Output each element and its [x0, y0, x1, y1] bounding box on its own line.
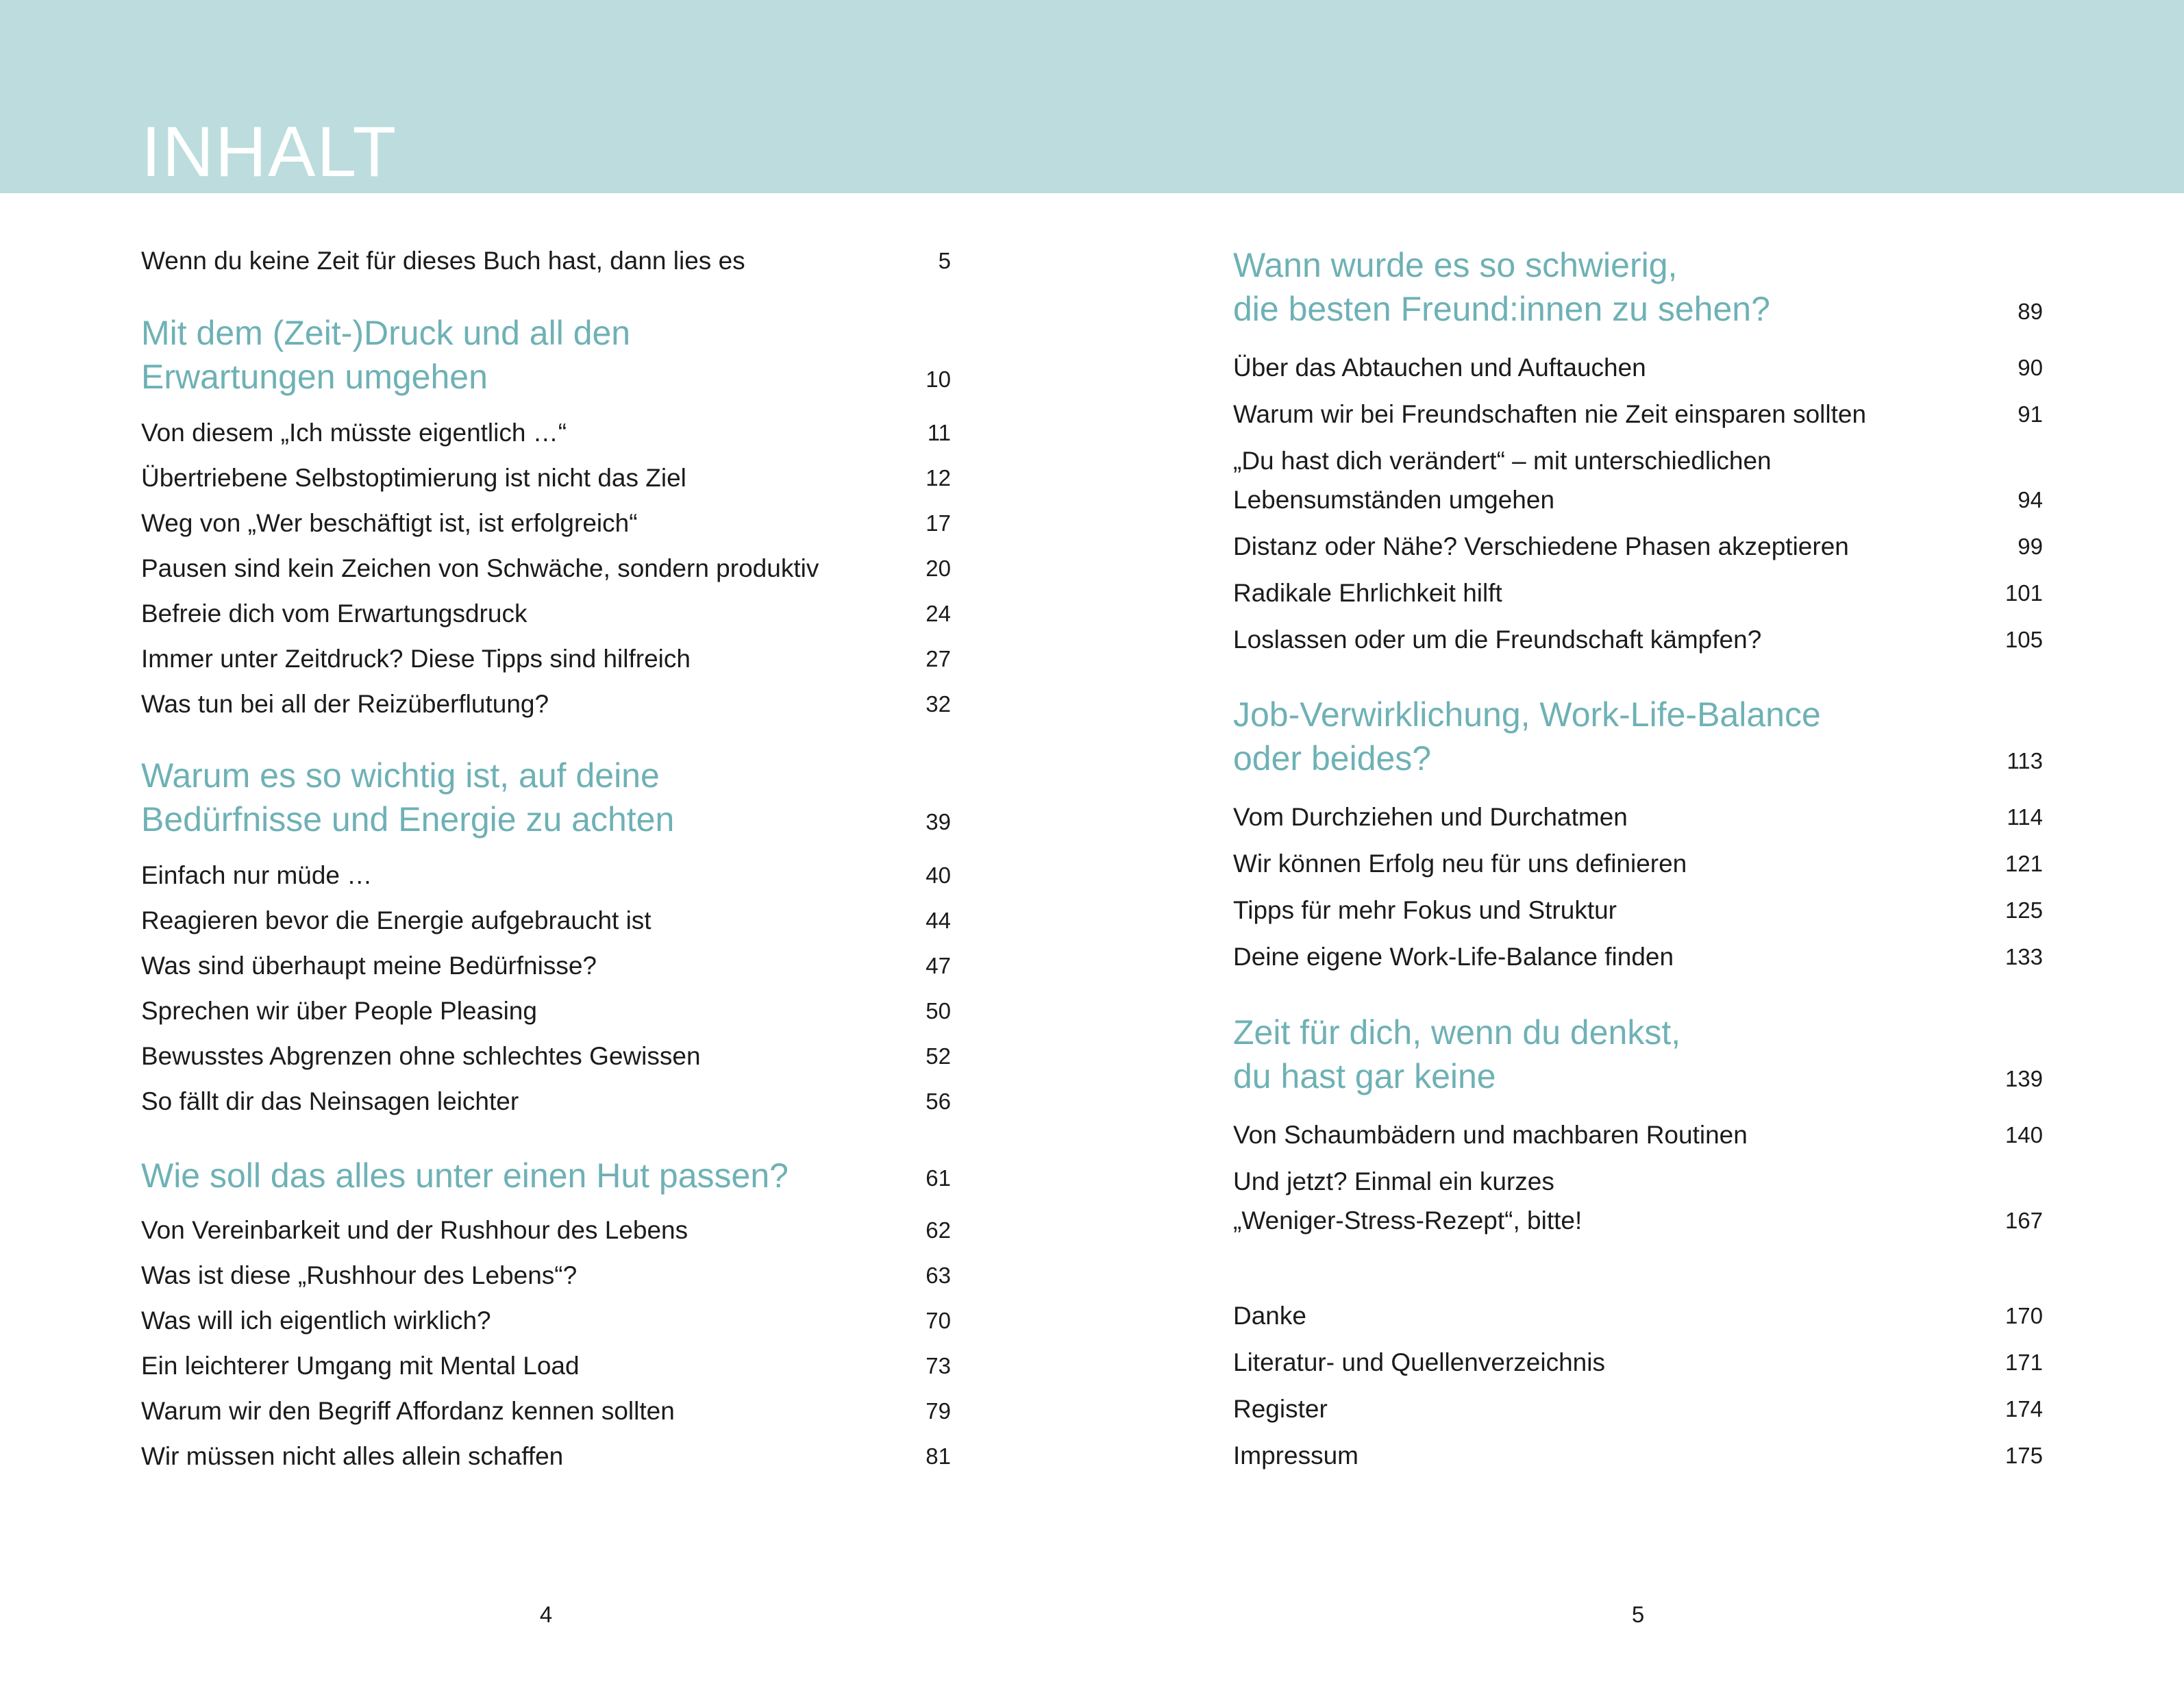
toc-entry-page: 11	[927, 420, 951, 445]
toc-entry-page: 62	[926, 1217, 951, 1243]
toc-section-title-line: Mit dem (Zeit-)Druck und all den	[141, 314, 631, 352]
toc-entry[interactable]	[1233, 891, 2043, 930]
toc-entry[interactable]	[141, 1211, 951, 1250]
toc-entry-title: Register	[1233, 1395, 1328, 1423]
toc-section-title	[1233, 243, 1770, 331]
toc-backmatter-entry[interactable]	[1233, 1296, 2043, 1335]
toc-entry-title-line: „Weniger-Stress-Rezept“, bitte!	[1233, 1206, 1583, 1235]
toc-entry-title: Impressum	[1233, 1441, 1358, 1469]
toc-entry-title: Literatur- und Quellenverzeichnis	[1233, 1348, 1605, 1376]
toc-section-title-line: Zeit für dich, wenn du denkst,	[1233, 1013, 1681, 1052]
toc-entry[interactable]	[141, 946, 951, 985]
toc-entry-page: 114	[2007, 804, 2043, 830]
toc-entry-title: Über das Abtauchen und Auftauchen	[1233, 354, 1646, 382]
toc-section-title-line: Bedürfnisse und Energie zu achten	[141, 800, 675, 839]
toc-entry-page: 50	[926, 998, 951, 1024]
toc-entry[interactable]	[141, 241, 951, 280]
toc-entry-title: Deine eigene Work-Life-Balance finden	[1233, 943, 1674, 971]
toc-section-heading[interactable]	[1233, 693, 2043, 780]
toc-section-heading[interactable]	[1233, 1010, 2043, 1098]
toc-entry[interactable]	[1233, 797, 2043, 836]
toc-backmatter-entry[interactable]	[1233, 1343, 2043, 1382]
toc-section-heading[interactable]	[141, 1154, 951, 1198]
toc-section-heading[interactable]	[141, 754, 951, 841]
toc-section-heading[interactable]	[141, 311, 951, 399]
toc-entry[interactable]	[141, 1256, 951, 1295]
toc-entry[interactable]	[141, 1391, 951, 1430]
toc-entry-title: Was ist diese „Rushhour des Lebens“?	[141, 1261, 578, 1289]
toc-entry[interactable]	[1233, 348, 2043, 387]
toc-section-title-line: Warum es so wichtig ist, auf deine	[141, 756, 660, 795]
toc-entry-title: Loslassen oder um die Freundschaft kämpfen?	[1233, 625, 1762, 654]
toc-entry-title: Von Vereinbarkeit und der Rushhour des Lebens	[141, 1216, 688, 1244]
toc-section-page: 139	[2005, 1066, 2043, 1091]
toc-entry-title: Ein leichterer Umgang mit Mental Load	[141, 1352, 580, 1380]
toc-entry[interactable]	[141, 549, 951, 588]
toc-section-page: 10	[926, 367, 951, 392]
page-title: INHALT	[141, 112, 398, 192]
toc-entry-page: 79	[926, 1398, 951, 1424]
toc-entry[interactable]	[1233, 1162, 2043, 1240]
toc-entry-page: 17	[926, 510, 951, 536]
toc-entry[interactable]	[141, 1437, 951, 1476]
toc-entry[interactable]	[141, 684, 951, 723]
toc-entry-page: 52	[926, 1043, 951, 1069]
toc-entry[interactable]	[1233, 937, 2043, 976]
toc-entry-page: 32	[926, 691, 951, 717]
toc-section-title-line: die besten Freund:innen zu sehen?	[1233, 290, 1770, 328]
toc-entry-page: 90	[2018, 355, 2043, 380]
toc-entry-page: 70	[926, 1308, 951, 1333]
toc-entry[interactable]	[141, 901, 951, 940]
toc-section-heading[interactable]	[1233, 243, 2043, 331]
toc-entry-title: Übertriebene Selbstoptimierung ist nicht das Ziel	[141, 464, 686, 492]
toc-section-title	[1233, 693, 1821, 780]
toc-entry[interactable]	[1233, 573, 2043, 612]
toc-entry-page: 167	[2005, 1208, 2043, 1233]
toc-section-title-line: Erwartungen umgehen	[141, 358, 488, 396]
toc-entry[interactable]	[141, 594, 951, 633]
toc-section-title	[1233, 1010, 1680, 1098]
toc-section-title: Wie soll das alles unter einen Hut passen?	[141, 1156, 789, 1195]
toc-entry[interactable]	[1233, 441, 2043, 519]
toc-entry[interactable]	[141, 991, 951, 1030]
toc-entry[interactable]	[141, 1346, 951, 1385]
toc-entry-title: Tipps für mehr Fokus und Struktur	[1233, 896, 1617, 924]
toc-section-title	[141, 754, 674, 841]
toc-entry-title: Immer unter Zeitdruck? Diese Tipps sind hilfreich	[141, 645, 691, 673]
toc-entry[interactable]	[1233, 844, 2043, 883]
toc-entry-title: Wenn du keine Zeit für dieses Buch hast, dann lies es	[141, 247, 745, 275]
toc-entry-title	[1233, 441, 1772, 519]
toc-entry-page: 73	[926, 1353, 951, 1378]
toc-entry-page: 121	[2005, 851, 2043, 876]
toc-entry-page: 170	[2005, 1303, 2043, 1328]
toc-entry[interactable]	[141, 856, 951, 895]
toc-entry-title: Von Schaumbädern und machbaren Routinen	[1233, 1121, 1748, 1149]
toc-entry-page: 63	[926, 1263, 951, 1288]
toc-entry-title: Sprechen wir über People Pleasing	[141, 997, 537, 1025]
toc-entry-title: Was tun bei all der Reizüberflutung?	[141, 690, 549, 718]
toc-entry-page: 24	[926, 601, 951, 626]
toc-entry-page: 91	[2018, 401, 2043, 427]
toc-entry-title: So fällt dir das Neinsagen leichter	[141, 1087, 519, 1115]
toc-entry-page: 175	[2005, 1443, 2043, 1468]
toc-entry-page: 47	[926, 953, 951, 978]
toc-section-title-line: Job-Verwirklichung, Work-Life-Balance	[1233, 695, 1821, 734]
toc-entry[interactable]	[1233, 395, 2043, 434]
toc-entry-page: 174	[2005, 1396, 2043, 1422]
toc-backmatter-entry[interactable]	[1233, 1389, 2043, 1428]
toc-entry[interactable]	[141, 458, 951, 497]
toc-entry-page: 171	[2005, 1350, 2043, 1375]
toc-entry-title: Vom Durchziehen und Durchatmen	[1233, 803, 1628, 831]
toc-entry-title: Einfach nur müde …	[141, 861, 373, 889]
toc-entry-title-line: Und jetzt? Einmal ein kurzes	[1233, 1167, 1554, 1195]
toc-section-title	[141, 311, 630, 399]
toc-entry-title: Danke	[1233, 1302, 1306, 1330]
toc-section-page: 89	[2018, 299, 2043, 324]
toc-entry-title	[1233, 1162, 1582, 1240]
toc-entry[interactable]	[141, 504, 951, 543]
page-number-right: 5	[1631, 1602, 1645, 1627]
toc-section-title-line: Wann wurde es so schwierig,	[1233, 246, 1678, 284]
toc-entry-title: Wir können Erfolg neu für uns definieren	[1233, 850, 1687, 878]
page-number-left: 4	[539, 1602, 553, 1627]
toc-entry-title: Was will ich eigentlich wirklich?	[141, 1306, 491, 1335]
toc-entry[interactable]	[141, 1037, 951, 1076]
toc-entry[interactable]	[141, 1082, 951, 1121]
toc-entry-page: 101	[2005, 580, 2043, 606]
toc-entry-page: 5	[938, 248, 951, 273]
toc-entry-page: 125	[2005, 897, 2043, 923]
toc-entry-page: 99	[2018, 534, 2043, 559]
toc-section-title-line: du hast gar keine	[1233, 1057, 1496, 1095]
toc-section-title-line: oder beides?	[1233, 739, 1432, 778]
toc-backmatter-entry[interactable]	[1233, 1436, 2043, 1475]
toc-entry[interactable]	[141, 1301, 951, 1340]
toc-section-page: 39	[926, 809, 951, 834]
toc-entry-page: 44	[926, 908, 951, 933]
toc-entry-title-line: Lebensumständen umgehen	[1233, 486, 1555, 514]
toc-entry-page: 140	[2005, 1122, 2043, 1148]
toc-entry-page: 40	[926, 863, 951, 888]
toc-entry-page: 12	[926, 465, 951, 491]
toc-entry-page: 81	[926, 1443, 951, 1469]
toc-entry-title: Reagieren bevor die Energie aufgebraucht ist	[141, 906, 652, 934]
toc-entry-title: Wir müssen nicht alles allein schaffen	[141, 1442, 564, 1470]
toc-section-page: 61	[926, 1165, 951, 1191]
toc-entry-page: 56	[926, 1089, 951, 1114]
toc-section-page: 113	[2007, 748, 2043, 773]
toc-entry[interactable]	[1233, 527, 2043, 566]
toc-entry-page: 20	[926, 556, 951, 581]
toc-entry-title-line: „Du hast dich verändert“ – mit unterschiedlichen	[1233, 447, 1772, 475]
toc-entry-title: Bewusstes Abgrenzen ohne schlechtes Gewissen	[141, 1042, 701, 1070]
toc-entry-title: Weg von „Wer beschäftigt ist, ist erfolgreich“	[141, 509, 638, 537]
toc-entry-title: Befreie dich vom Erwartungsdruck	[141, 599, 528, 628]
toc-entry-title: Pausen sind kein Zeichen von Schwäche, sondern produktiv	[141, 554, 819, 582]
toc-entry-title: Von diesem „Ich müsste eigentlich …“	[141, 419, 567, 447]
toc-entry-page: 105	[2005, 627, 2043, 652]
toc-entry-page: 27	[926, 646, 951, 671]
toc-entry-title: Radikale Ehrlichkeit hilft	[1233, 579, 1502, 607]
toc-entry[interactable]	[141, 413, 951, 452]
toc-entry[interactable]	[1233, 620, 2043, 659]
toc-entry-title: Warum wir bei Freundschaften nie Zeit einsparen sollten	[1233, 400, 1867, 428]
toc-entry-title: Distanz oder Nähe? Verschiedene Phasen akzeptieren	[1233, 532, 1849, 560]
toc-entry[interactable]	[141, 639, 951, 678]
toc-entry-title: Warum wir den Begriff Affordanz kennen sollten	[141, 1397, 675, 1425]
toc-entry[interactable]	[1233, 1115, 2043, 1154]
toc-entry-page: 133	[2005, 944, 2043, 969]
toc-entry-page: 94	[2018, 487, 2043, 512]
toc-entry-title: Was sind überhaupt meine Bedürfnisse?	[141, 952, 597, 980]
